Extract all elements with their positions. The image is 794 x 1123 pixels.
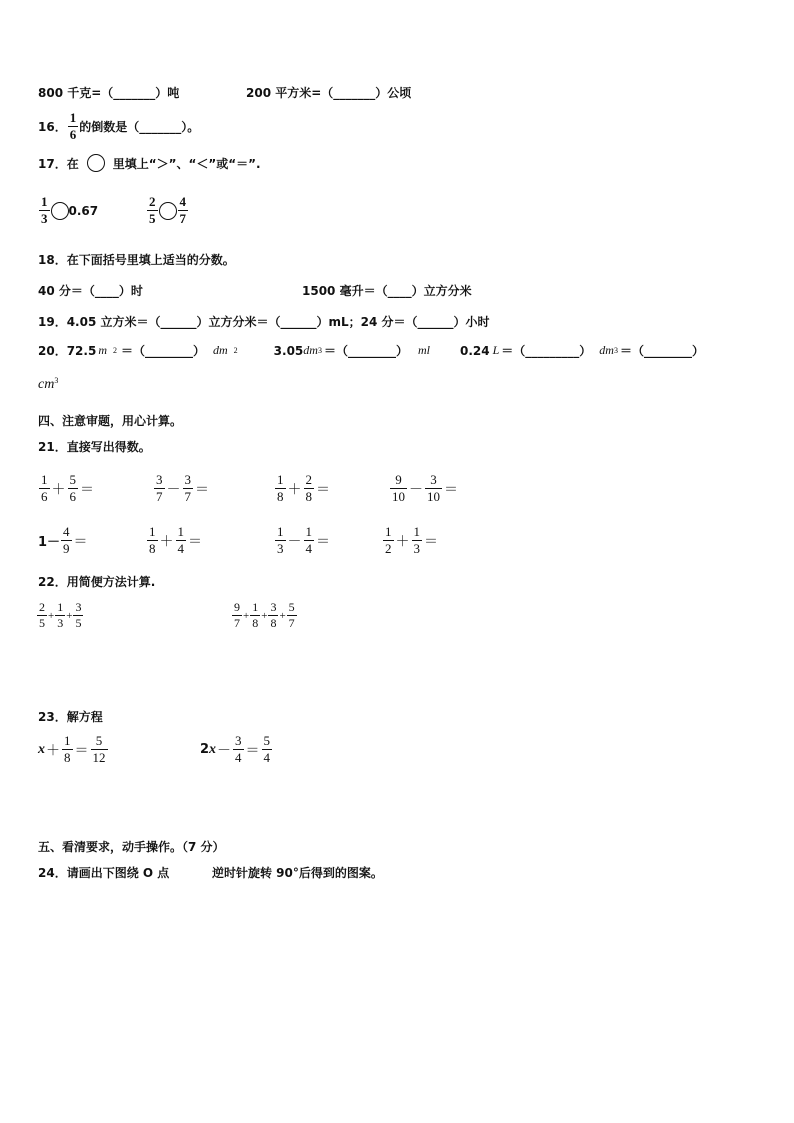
numerator: 1 xyxy=(41,194,48,209)
exponent: 3 xyxy=(54,376,59,385)
equals: ＝ xyxy=(188,534,202,550)
unit-dm: dm xyxy=(599,343,614,357)
q15-part-b: 200 平方米=（_______）公顷 xyxy=(246,86,412,100)
operator: + xyxy=(48,609,55,622)
unit-m: m xyxy=(98,343,107,357)
question-19: 19．4.05 立方米＝（______）立方分米＝（______）mL；24 分＝（______）小时 xyxy=(38,315,490,329)
denominator: 5 xyxy=(39,616,45,630)
denominator: 7 xyxy=(234,616,240,630)
compare-circle-icon[interactable] xyxy=(159,202,177,220)
numerator: 1 xyxy=(277,524,284,539)
q23-title: 23．解方程 xyxy=(38,710,103,724)
compare-circle-icon[interactable] xyxy=(51,202,69,220)
numerator: 3 xyxy=(184,472,191,487)
numerator: 1 xyxy=(413,524,420,539)
q20-value-1: 20．72.5 xyxy=(38,344,97,358)
numerator: 3 xyxy=(75,600,82,614)
numerator: 1 xyxy=(41,472,48,487)
operator: － xyxy=(217,743,232,759)
denominator: 8 xyxy=(149,541,156,557)
denominator: 4 xyxy=(235,750,242,766)
q23-equation-1 xyxy=(38,733,109,767)
unit-l: L xyxy=(492,343,500,357)
denominator: 4 xyxy=(305,541,312,557)
denominator: 6 xyxy=(41,489,48,505)
denominator: 12 xyxy=(92,750,106,766)
denominator: 6 xyxy=(69,489,76,505)
q22-expression-1 xyxy=(36,600,84,631)
operator: ＋ xyxy=(159,534,174,550)
unit-dm: dm xyxy=(303,343,318,357)
operator: + xyxy=(243,609,250,622)
q17-item-1 xyxy=(38,194,98,228)
numerator: 9 xyxy=(234,600,240,614)
q21-row1-item-4 xyxy=(389,472,459,506)
numerator: 1 xyxy=(149,524,156,539)
q16-numerator: 1 xyxy=(69,110,77,125)
numerator: 4 xyxy=(179,194,186,209)
section-4-heading: 四、注意审题，用心计算。 xyxy=(38,414,183,428)
operator: + xyxy=(66,609,73,622)
denominator: 7 xyxy=(288,616,295,630)
denominator: 2 xyxy=(385,541,392,557)
q20-blank-3: ＝（_________） xyxy=(501,344,592,358)
equals: ＝ xyxy=(195,482,209,498)
denominator: 8 xyxy=(305,489,312,505)
q16-fraction xyxy=(68,110,79,144)
q21-title: 21．直接写出得数。 xyxy=(38,440,151,454)
equals: ＝ xyxy=(73,534,88,550)
question-17 xyxy=(38,154,261,172)
operator: ＋ xyxy=(46,743,60,759)
question-16 xyxy=(38,110,199,144)
equals: ＝ xyxy=(316,534,330,550)
numerator: 2 xyxy=(149,194,156,209)
q20-unit-cm3 xyxy=(38,376,58,393)
variable: x xyxy=(38,741,45,757)
numerator: 4 xyxy=(63,524,70,539)
q21-row2-item-2 xyxy=(146,524,203,558)
denominator: 8 xyxy=(252,616,259,630)
numerator: 9 xyxy=(395,472,402,487)
denominator: 3 xyxy=(57,616,64,630)
question-20 xyxy=(38,342,704,359)
denominator: 9 xyxy=(63,541,70,557)
denominator: 7 xyxy=(184,489,191,505)
operator: + xyxy=(279,609,286,622)
q21-row1-item-2 xyxy=(153,472,210,506)
q18-title: 18．在下面括号里填上适当的分数。 xyxy=(38,253,235,267)
q24-part-a: 24．请画出下图绕 O 点 xyxy=(38,866,170,880)
operator: ＋ xyxy=(287,482,302,498)
q18-part-a: 40 分＝（____）时 xyxy=(38,284,143,298)
q22-expression-2 xyxy=(231,600,298,631)
numerator: 2 xyxy=(39,600,45,614)
q24-part-b: 逆时针旋转 90°后得到的图案。 xyxy=(212,866,383,880)
denominator: 8 xyxy=(277,489,284,505)
numerator: 5 xyxy=(69,472,76,487)
q18-part-b: 1500 毫升＝（____）立方分米 xyxy=(302,284,472,298)
q16-denominator: 6 xyxy=(69,127,77,143)
equals: ＝ xyxy=(80,482,94,498)
q17-item1-right: 0.67 xyxy=(68,203,99,218)
numerator: 1 xyxy=(57,600,64,614)
q20-blank-2: ＝（________） xyxy=(323,344,408,358)
denominator: 3 xyxy=(413,541,420,557)
numerator: 2 xyxy=(305,472,312,487)
q20-blank-1: ＝（________） xyxy=(120,344,205,358)
equals: ＝ xyxy=(424,534,438,550)
numerator: 1 xyxy=(252,600,259,614)
q21-row2-item-1 xyxy=(38,524,89,558)
q21-row2-item-4 xyxy=(382,524,439,558)
denominator: 3 xyxy=(277,541,284,557)
section-5-heading: 五、看清要求，动手操作。（7 分） xyxy=(38,840,225,854)
q17-item-2 xyxy=(146,194,189,228)
exponent: 3 xyxy=(613,346,618,355)
exponent: 2 xyxy=(233,346,238,355)
numerator: 3 xyxy=(235,733,242,748)
equals: ＝ xyxy=(444,482,458,498)
unit-ml: ml xyxy=(417,343,430,357)
operator: ＋ xyxy=(395,534,410,550)
numerator: 1 xyxy=(177,524,184,539)
q21-row1-item-1 xyxy=(38,472,95,506)
q17-suffix: 里填上“＞”、“＜”或“＝”. xyxy=(112,156,261,171)
q20-value-3: 0.24 xyxy=(459,343,490,358)
fraction xyxy=(39,194,50,228)
operator: － xyxy=(409,482,423,498)
numerator: 1 xyxy=(305,524,312,539)
q16-text: 的倒数是（_______）。 xyxy=(79,120,200,135)
q16-number: 16． xyxy=(38,120,67,135)
operator: ＋ xyxy=(51,482,66,498)
denominator: 8 xyxy=(270,616,277,630)
operator: － xyxy=(287,534,302,550)
denominator: 4 xyxy=(263,750,271,766)
operator: － xyxy=(166,482,181,498)
fraction xyxy=(147,194,158,228)
equals: ＝ xyxy=(74,743,89,759)
denominator: 7 xyxy=(156,489,163,505)
denominator: 5 xyxy=(149,211,156,227)
lead-term: 1－ xyxy=(38,535,61,551)
coefficient: 2 xyxy=(200,742,210,758)
numerator: 5 xyxy=(263,733,271,748)
numerator: 1 xyxy=(64,733,71,748)
q22-title: 22．用简便方法计算. xyxy=(38,575,156,589)
numerator: 5 xyxy=(288,600,295,614)
q20-blank-4: ＝（________） xyxy=(619,344,704,358)
fraction xyxy=(178,194,189,228)
exponent: 3 xyxy=(317,346,322,355)
q17-prefix: 17．在 xyxy=(38,156,79,171)
denominator: 10 xyxy=(427,489,440,505)
exponent: 2 xyxy=(112,346,117,355)
unit-dm: dm xyxy=(213,343,228,357)
equals: ＝ xyxy=(245,743,260,759)
numerator: 5 xyxy=(95,733,103,748)
numerator: 3 xyxy=(270,600,277,614)
numerator: 3 xyxy=(430,472,437,487)
denominator: 4 xyxy=(177,541,184,557)
q20-value-2: 3.05 xyxy=(273,343,304,358)
q21-row2-item-3 xyxy=(274,524,331,558)
denominator: 5 xyxy=(75,616,82,630)
denominator: 8 xyxy=(64,750,71,766)
operator: + xyxy=(261,609,268,622)
equals: ＝ xyxy=(316,482,330,498)
q15-part-a: 800 千克=（_______）吨 xyxy=(38,86,180,100)
numerator: 3 xyxy=(156,472,163,487)
denominator: 3 xyxy=(41,211,48,227)
denominator: 7 xyxy=(179,211,186,227)
blank-circle-icon xyxy=(87,154,105,172)
q23-equation-2 xyxy=(200,733,273,767)
q21-row1-item-3 xyxy=(274,472,331,506)
unit-cm: cm xyxy=(38,377,55,392)
numerator: 1 xyxy=(277,472,284,487)
denominator: 10 xyxy=(392,489,405,505)
numerator: 1 xyxy=(385,524,392,539)
variable: x xyxy=(209,741,217,757)
